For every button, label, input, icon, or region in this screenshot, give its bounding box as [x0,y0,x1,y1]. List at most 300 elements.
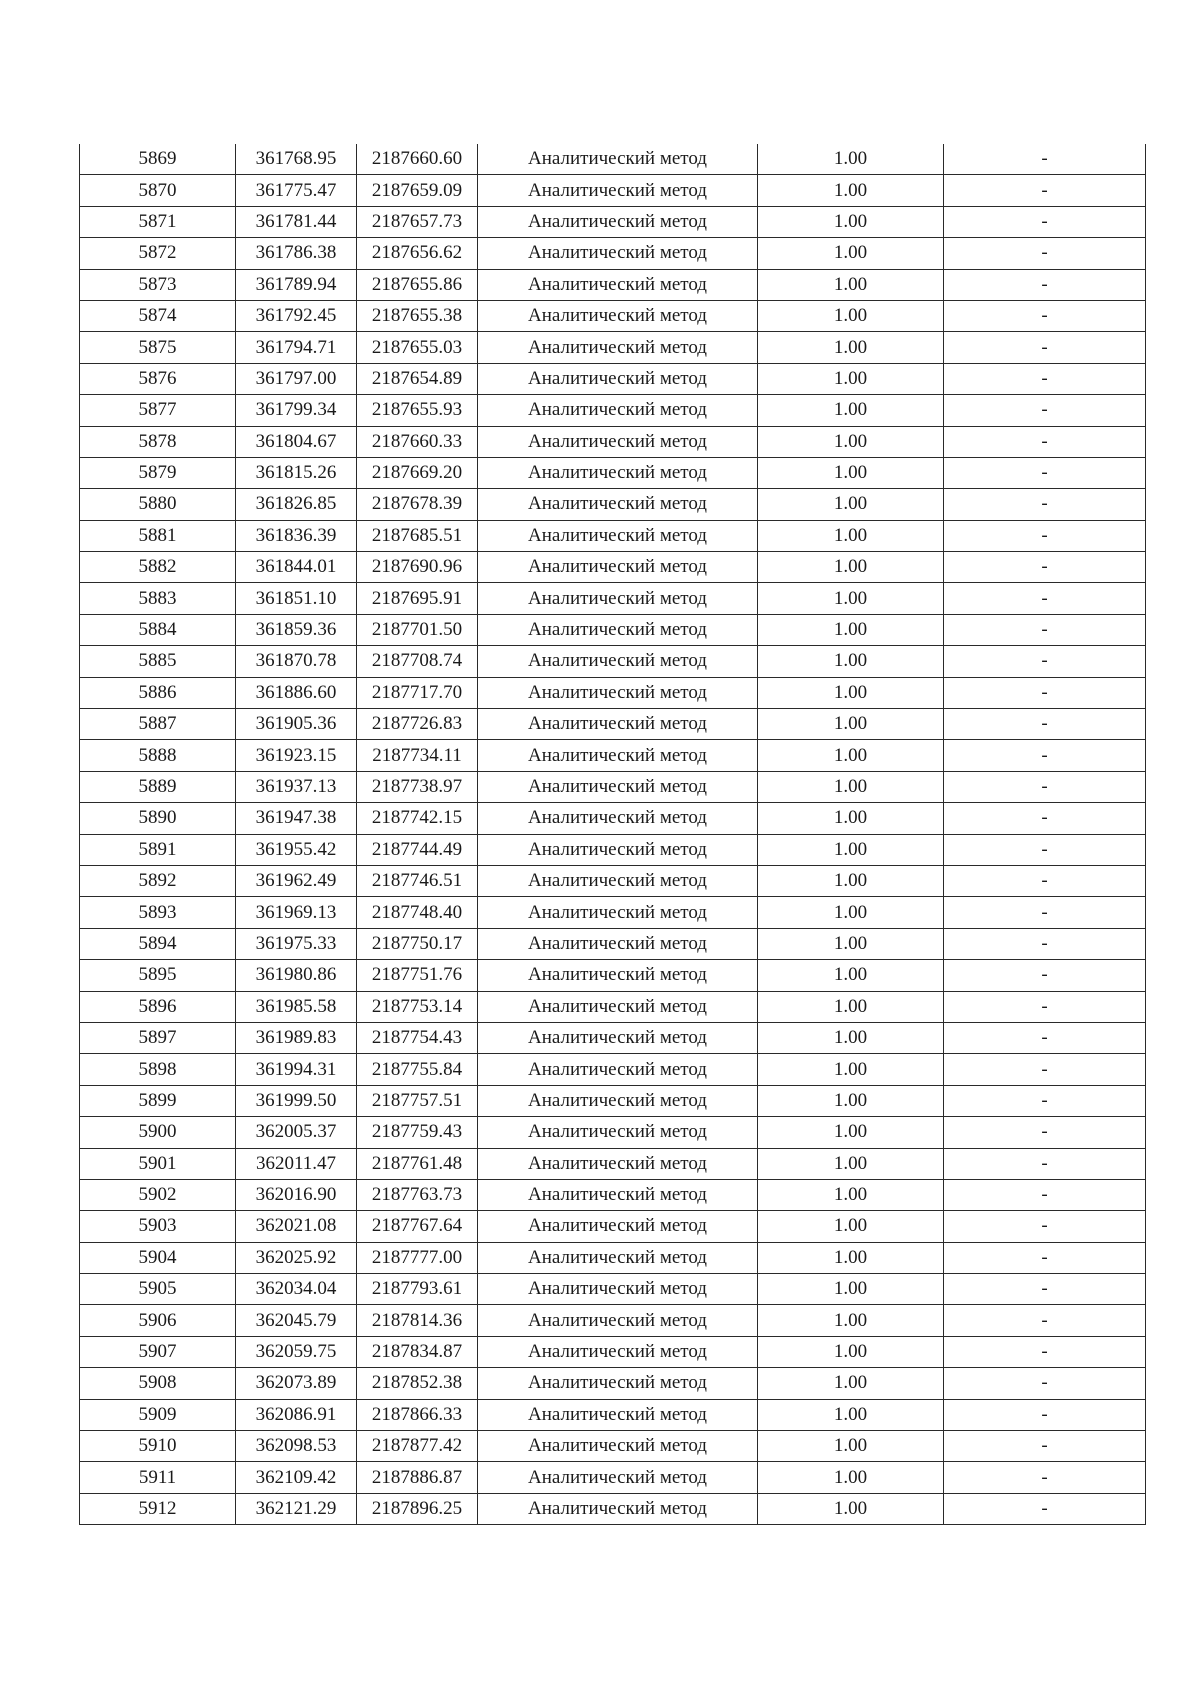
x-coordinate-cell: 361789.94 [236,269,357,300]
method-cell: Аналитический метод [478,426,758,457]
description-cell: - [944,1022,1146,1053]
method-cell: Аналитический метод [478,1305,758,1336]
table-row [80,300,1146,331]
method-cell: Аналитический метод [478,740,758,771]
precision-cell: 1.00 [758,206,944,237]
table-row [80,1085,1146,1116]
description-cell: - [944,489,1146,520]
point-number-cell: 5882 [80,552,236,583]
precision-cell: 1.00 [758,1054,944,1085]
y-coordinate-cell: 2187655.03 [357,332,478,363]
x-coordinate-cell: 362011.47 [236,1148,357,1179]
table-row [80,332,1146,363]
precision-cell: 1.00 [758,803,944,834]
method-cell: Аналитический метод [478,1054,758,1085]
table-row [80,740,1146,771]
description-cell: - [944,175,1146,206]
method-cell: Аналитический метод [478,489,758,520]
precision-cell: 1.00 [758,520,944,551]
precision-cell: 1.00 [758,489,944,520]
description-cell: - [944,1054,1146,1085]
x-coordinate-cell: 361886.60 [236,677,357,708]
x-coordinate-cell: 361955.42 [236,834,357,865]
point-number-cell: 5887 [80,709,236,740]
point-number-cell: 5875 [80,332,236,363]
table-row [80,489,1146,520]
precision-cell: 1.00 [758,928,944,959]
coordinates-table-body [80,144,1146,1525]
table-row [80,1493,1146,1524]
x-coordinate-cell: 361947.38 [236,803,357,834]
y-coordinate-cell: 2187654.89 [357,363,478,394]
y-coordinate-cell: 2187767.64 [357,1211,478,1242]
point-number-cell: 5903 [80,1211,236,1242]
table-row [80,520,1146,551]
description-cell: - [944,1462,1146,1493]
precision-cell: 1.00 [758,865,944,896]
point-number-cell: 5912 [80,1493,236,1524]
y-coordinate-cell: 2187734.11 [357,740,478,771]
precision-cell: 1.00 [758,1242,944,1273]
x-coordinate-cell: 362121.29 [236,1493,357,1524]
y-coordinate-cell: 2187754.43 [357,1022,478,1053]
method-cell: Аналитический метод [478,897,758,928]
y-coordinate-cell: 2187657.73 [357,206,478,237]
table-row [80,1117,1146,1148]
method-cell: Аналитический метод [478,1431,758,1462]
x-coordinate-cell: 362025.92 [236,1242,357,1273]
table-row [80,960,1146,991]
x-coordinate-cell: 361826.85 [236,489,357,520]
description-cell: - [944,897,1146,928]
point-number-cell: 5881 [80,520,236,551]
point-number-cell: 5889 [80,771,236,802]
point-number-cell: 5873 [80,269,236,300]
description-cell: - [944,834,1146,865]
y-coordinate-cell: 2187690.96 [357,552,478,583]
x-coordinate-cell: 362021.08 [236,1211,357,1242]
x-coordinate-cell: 362109.42 [236,1462,357,1493]
method-cell: Аналитический метод [478,614,758,645]
y-coordinate-cell: 2187655.86 [357,269,478,300]
method-cell: Аналитический метод [478,1493,758,1524]
method-cell: Аналитический метод [478,991,758,1022]
precision-cell: 1.00 [758,583,944,614]
description-cell: - [944,238,1146,269]
x-coordinate-cell: 362086.91 [236,1399,357,1430]
description-cell: - [944,1085,1146,1116]
table-row [80,269,1146,300]
precision-cell: 1.00 [758,1336,944,1367]
precision-cell: 1.00 [758,991,944,1022]
point-number-cell: 5908 [80,1368,236,1399]
point-number-cell: 5869 [80,144,236,175]
table-row [80,583,1146,614]
method-cell: Аналитический метод [478,771,758,802]
x-coordinate-cell: 361804.67 [236,426,357,457]
table-row [80,206,1146,237]
precision-cell: 1.00 [758,614,944,645]
y-coordinate-cell: 2187852.38 [357,1368,478,1399]
description-cell: - [944,426,1146,457]
table-row [80,834,1146,865]
description-cell: - [944,1274,1146,1305]
description-cell: - [944,206,1146,237]
precision-cell: 1.00 [758,740,944,771]
precision-cell: 1.00 [758,1148,944,1179]
x-coordinate-cell: 361815.26 [236,457,357,488]
x-coordinate-cell: 361905.36 [236,709,357,740]
point-number-cell: 5906 [80,1305,236,1336]
y-coordinate-cell: 2187763.73 [357,1179,478,1210]
precision-cell: 1.00 [758,1117,944,1148]
precision-cell: 1.00 [758,1022,944,1053]
point-number-cell: 5894 [80,928,236,959]
description-cell: - [944,1305,1146,1336]
table-row [80,363,1146,394]
x-coordinate-cell: 361923.15 [236,740,357,771]
description-cell: - [944,709,1146,740]
point-number-cell: 5877 [80,395,236,426]
description-cell: - [944,269,1146,300]
y-coordinate-cell: 2187750.17 [357,928,478,959]
precision-cell: 1.00 [758,300,944,331]
description-cell: - [944,583,1146,614]
x-coordinate-cell: 361937.13 [236,771,357,802]
precision-cell: 1.00 [758,834,944,865]
precision-cell: 1.00 [758,1085,944,1116]
y-coordinate-cell: 2187655.93 [357,395,478,426]
y-coordinate-cell: 2187751.76 [357,960,478,991]
table-row [80,175,1146,206]
table-row [80,614,1146,645]
x-coordinate-cell: 361786.38 [236,238,357,269]
description-cell: - [944,865,1146,896]
precision-cell: 1.00 [758,457,944,488]
point-number-cell: 5878 [80,426,236,457]
table-row [80,395,1146,426]
y-coordinate-cell: 2187660.33 [357,426,478,457]
table-row [80,1179,1146,1210]
table-row [80,1054,1146,1085]
method-cell: Аналитический метод [478,1148,758,1179]
table-row [80,1336,1146,1367]
precision-cell: 1.00 [758,709,944,740]
x-coordinate-cell: 361799.34 [236,395,357,426]
x-coordinate-cell: 361962.49 [236,865,357,896]
y-coordinate-cell: 2187701.50 [357,614,478,645]
precision-cell: 1.00 [758,646,944,677]
y-coordinate-cell: 2187896.25 [357,1493,478,1524]
table-row [80,677,1146,708]
x-coordinate-cell: 362059.75 [236,1336,357,1367]
point-number-cell: 5883 [80,583,236,614]
description-cell: - [944,457,1146,488]
x-coordinate-cell: 361768.95 [236,144,357,175]
method-cell: Аналитический метод [478,1399,758,1430]
point-number-cell: 5870 [80,175,236,206]
table-row [80,709,1146,740]
y-coordinate-cell: 2187755.84 [357,1054,478,1085]
method-cell: Аналитический метод [478,960,758,991]
method-cell: Аналитический метод [478,928,758,959]
method-cell: Аналитический метод [478,238,758,269]
method-cell: Аналитический метод [478,206,758,237]
point-number-cell: 5902 [80,1179,236,1210]
point-number-cell: 5872 [80,238,236,269]
description-cell: - [944,332,1146,363]
description-cell: - [944,1211,1146,1242]
precision-cell: 1.00 [758,1211,944,1242]
x-coordinate-cell: 362016.90 [236,1179,357,1210]
point-number-cell: 5871 [80,206,236,237]
table-row [80,1022,1146,1053]
table-row [80,1148,1146,1179]
point-number-cell: 5897 [80,1022,236,1053]
y-coordinate-cell: 2187708.74 [357,646,478,677]
y-coordinate-cell: 2187761.48 [357,1148,478,1179]
x-coordinate-cell: 362073.89 [236,1368,357,1399]
point-number-cell: 5909 [80,1399,236,1430]
method-cell: Аналитический метод [478,300,758,331]
method-cell: Аналитический метод [478,1462,758,1493]
description-cell: - [944,300,1146,331]
point-number-cell: 5905 [80,1274,236,1305]
y-coordinate-cell: 2187877.42 [357,1431,478,1462]
y-coordinate-cell: 2187834.87 [357,1336,478,1367]
x-coordinate-cell: 361844.01 [236,552,357,583]
point-number-cell: 5886 [80,677,236,708]
y-coordinate-cell: 2187793.61 [357,1274,478,1305]
x-coordinate-cell: 361836.39 [236,520,357,551]
precision-cell: 1.00 [758,332,944,363]
table-row [80,457,1146,488]
precision-cell: 1.00 [758,771,944,802]
x-coordinate-cell: 361781.44 [236,206,357,237]
x-coordinate-cell: 361797.00 [236,363,357,394]
method-cell: Аналитический метод [478,1336,758,1367]
point-number-cell: 5888 [80,740,236,771]
method-cell: Аналитический метод [478,332,758,363]
method-cell: Аналитический метод [478,520,758,551]
description-cell: - [944,677,1146,708]
point-number-cell: 5893 [80,897,236,928]
description-cell: - [944,395,1146,426]
description-cell: - [944,803,1146,834]
x-coordinate-cell: 361851.10 [236,583,357,614]
x-coordinate-cell: 361989.83 [236,1022,357,1053]
y-coordinate-cell: 2187655.38 [357,300,478,331]
table-row [80,1305,1146,1336]
method-cell: Аналитический метод [478,457,758,488]
x-coordinate-cell: 361985.58 [236,991,357,1022]
method-cell: Аналитический метод [478,709,758,740]
x-coordinate-cell: 361792.45 [236,300,357,331]
method-cell: Аналитический метод [478,834,758,865]
description-cell: - [944,1399,1146,1430]
precision-cell: 1.00 [758,1431,944,1462]
table-row [80,426,1146,457]
table-row [80,928,1146,959]
description-cell: - [944,1493,1146,1524]
method-cell: Аналитический метод [478,395,758,426]
table-row [80,1399,1146,1430]
method-cell: Аналитический метод [478,583,758,614]
table-row [80,238,1146,269]
precision-cell: 1.00 [758,677,944,708]
precision-cell: 1.00 [758,1305,944,1336]
precision-cell: 1.00 [758,552,944,583]
method-cell: Аналитический метод [478,1242,758,1273]
method-cell: Аналитический метод [478,1179,758,1210]
point-number-cell: 5876 [80,363,236,394]
y-coordinate-cell: 2187814.36 [357,1305,478,1336]
table-row [80,803,1146,834]
method-cell: Аналитический метод [478,144,758,175]
precision-cell: 1.00 [758,960,944,991]
description-cell: - [944,1179,1146,1210]
y-coordinate-cell: 2187748.40 [357,897,478,928]
method-cell: Аналитический метод [478,269,758,300]
y-coordinate-cell: 2187726.83 [357,709,478,740]
point-number-cell: 5874 [80,300,236,331]
description-cell: - [944,740,1146,771]
y-coordinate-cell: 2187742.15 [357,803,478,834]
point-number-cell: 5898 [80,1054,236,1085]
table-row [80,552,1146,583]
description-cell: - [944,1117,1146,1148]
point-number-cell: 5885 [80,646,236,677]
y-coordinate-cell: 2187669.20 [357,457,478,488]
method-cell: Аналитический метод [478,1211,758,1242]
method-cell: Аналитический метод [478,803,758,834]
y-coordinate-cell: 2187678.39 [357,489,478,520]
table-row [80,1211,1146,1242]
table-row [80,771,1146,802]
description-cell: - [944,614,1146,645]
point-number-cell: 5890 [80,803,236,834]
method-cell: Аналитический метод [478,1022,758,1053]
precision-cell: 1.00 [758,269,944,300]
point-number-cell: 5901 [80,1148,236,1179]
y-coordinate-cell: 2187777.00 [357,1242,478,1273]
y-coordinate-cell: 2187717.70 [357,677,478,708]
method-cell: Аналитический метод [478,175,758,206]
y-coordinate-cell: 2187744.49 [357,834,478,865]
x-coordinate-cell: 361980.86 [236,960,357,991]
precision-cell: 1.00 [758,363,944,394]
table-row [80,646,1146,677]
x-coordinate-cell: 361794.71 [236,332,357,363]
y-coordinate-cell: 2187656.62 [357,238,478,269]
description-cell: - [944,552,1146,583]
precision-cell: 1.00 [758,395,944,426]
y-coordinate-cell: 2187866.33 [357,1399,478,1430]
method-cell: Аналитический метод [478,646,758,677]
point-number-cell: 5899 [80,1085,236,1116]
table-row [80,865,1146,896]
description-cell: - [944,928,1146,959]
description-cell: - [944,144,1146,175]
y-coordinate-cell: 2187753.14 [357,991,478,1022]
precision-cell: 1.00 [758,1274,944,1305]
method-cell: Аналитический метод [478,363,758,394]
point-number-cell: 5879 [80,457,236,488]
precision-cell: 1.00 [758,897,944,928]
description-cell: - [944,1148,1146,1179]
y-coordinate-cell: 2187695.91 [357,583,478,614]
precision-cell: 1.00 [758,1368,944,1399]
x-coordinate-cell: 362045.79 [236,1305,357,1336]
precision-cell: 1.00 [758,238,944,269]
y-coordinate-cell: 2187738.97 [357,771,478,802]
precision-cell: 1.00 [758,175,944,206]
description-cell: - [944,646,1146,677]
table-row [80,144,1146,175]
method-cell: Аналитический метод [478,865,758,896]
method-cell: Аналитический метод [478,1085,758,1116]
y-coordinate-cell: 2187685.51 [357,520,478,551]
x-coordinate-cell: 361975.33 [236,928,357,959]
y-coordinate-cell: 2187757.51 [357,1085,478,1116]
table-row [80,1368,1146,1399]
x-coordinate-cell: 362005.37 [236,1117,357,1148]
x-coordinate-cell: 361775.47 [236,175,357,206]
table-row [80,1431,1146,1462]
x-coordinate-cell: 361870.78 [236,646,357,677]
point-number-cell: 5911 [80,1462,236,1493]
x-coordinate-cell: 362098.53 [236,1431,357,1462]
description-cell: - [944,991,1146,1022]
method-cell: Аналитический метод [478,552,758,583]
description-cell: - [944,1368,1146,1399]
method-cell: Аналитический метод [478,1117,758,1148]
description-cell: - [944,1431,1146,1462]
description-cell: - [944,1242,1146,1273]
point-number-cell: 5896 [80,991,236,1022]
y-coordinate-cell: 2187660.60 [357,144,478,175]
y-coordinate-cell: 2187759.43 [357,1117,478,1148]
description-cell: - [944,1336,1146,1367]
point-number-cell: 5907 [80,1336,236,1367]
point-number-cell: 5904 [80,1242,236,1273]
point-number-cell: 5910 [80,1431,236,1462]
point-number-cell: 5892 [80,865,236,896]
point-number-cell: 5895 [80,960,236,991]
method-cell: Аналитический метод [478,1274,758,1305]
point-number-cell: 5880 [80,489,236,520]
point-number-cell: 5884 [80,614,236,645]
x-coordinate-cell: 362034.04 [236,1274,357,1305]
y-coordinate-cell: 2187659.09 [357,175,478,206]
coordinates-table [79,144,1146,1525]
table-row [80,897,1146,928]
table-row [80,1274,1146,1305]
y-coordinate-cell: 2187886.87 [357,1462,478,1493]
x-coordinate-cell: 361994.31 [236,1054,357,1085]
y-coordinate-cell: 2187746.51 [357,865,478,896]
point-number-cell: 5900 [80,1117,236,1148]
description-cell: - [944,520,1146,551]
method-cell: Аналитический метод [478,677,758,708]
description-cell: - [944,960,1146,991]
method-cell: Аналитический метод [478,1368,758,1399]
precision-cell: 1.00 [758,1399,944,1430]
precision-cell: 1.00 [758,144,944,175]
table-row [80,1462,1146,1493]
precision-cell: 1.00 [758,426,944,457]
precision-cell: 1.00 [758,1179,944,1210]
